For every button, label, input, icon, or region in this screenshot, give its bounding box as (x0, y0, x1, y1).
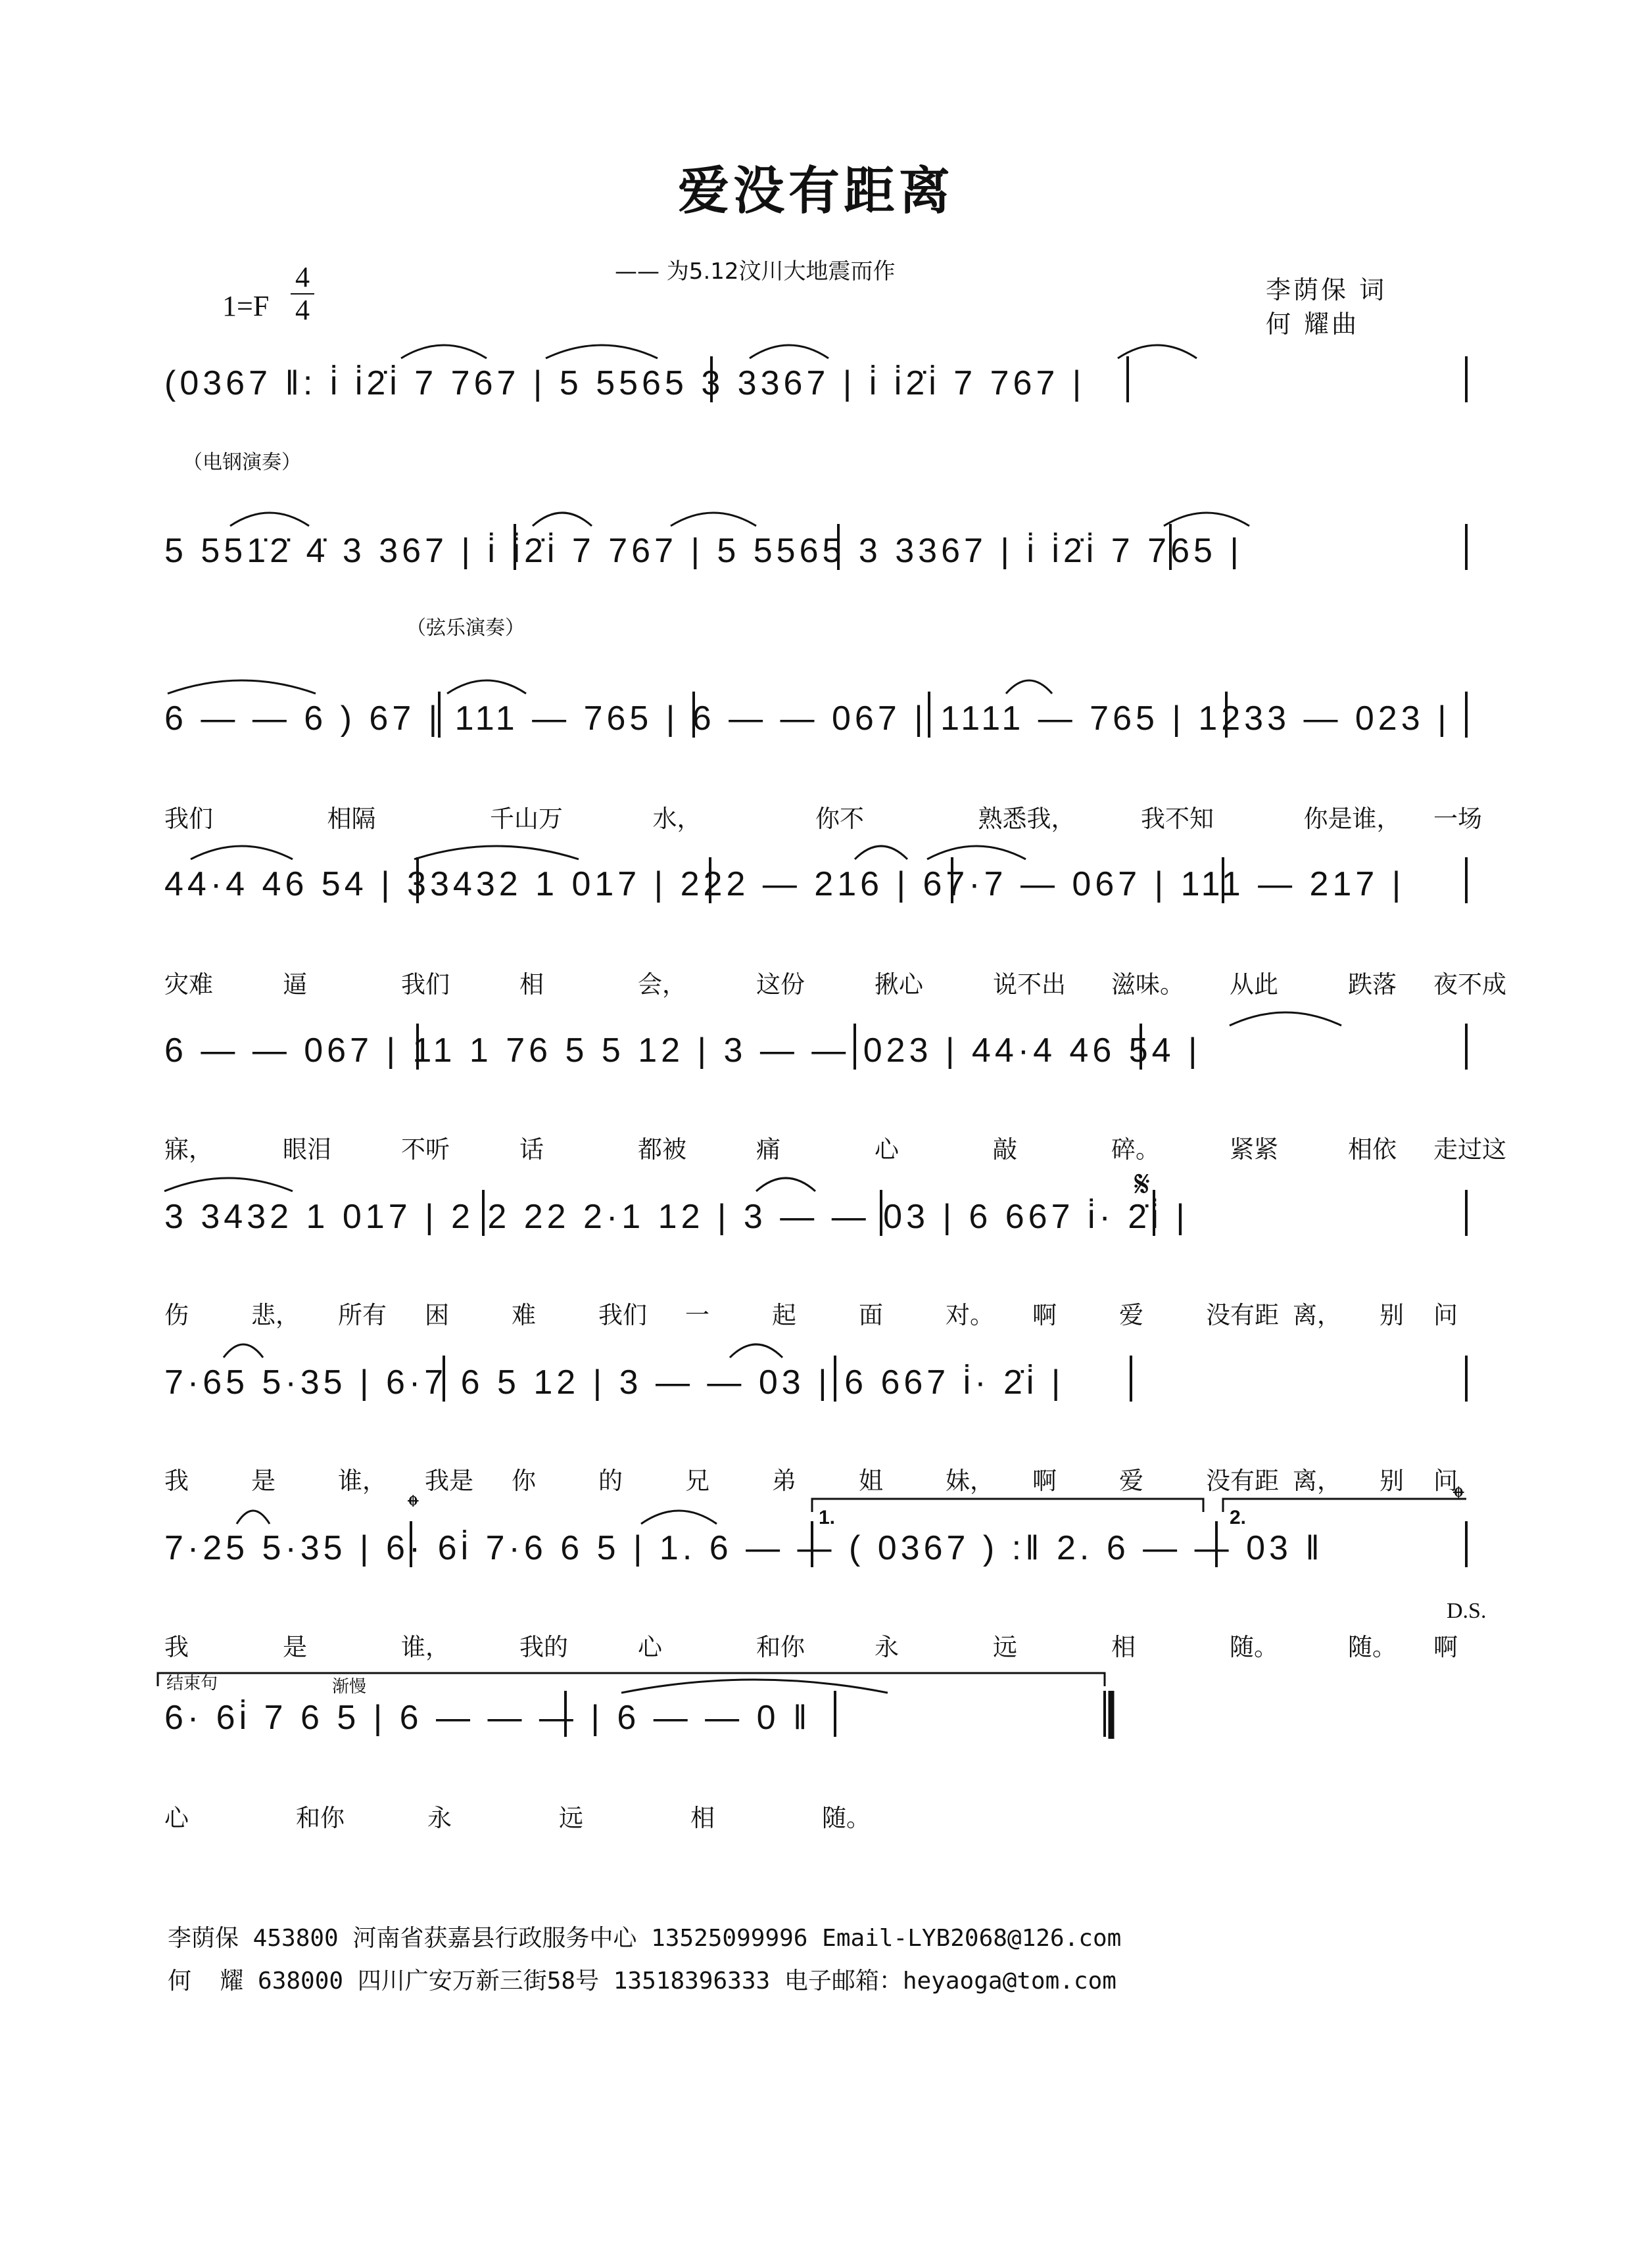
notation-line: 7·65 5·35 | 6·7 6 5 12 | 3 — — 03 | 6 667 i̇· 2̇i̇ | (164, 1363, 1065, 1402)
lyric-word: 我的 (519, 1633, 568, 1661)
coda-icon: 𝄌 (1453, 1481, 1464, 1516)
lyric-word: 别 (1380, 1467, 1404, 1495)
coda-ending-bracket (158, 1673, 1105, 1686)
lyric-word: 啊 (1032, 1467, 1057, 1495)
lyric-word: 你 (512, 1467, 536, 1495)
slur (730, 1344, 782, 1358)
slur (1118, 345, 1197, 358)
slur (237, 1511, 270, 1524)
second-ending-bracket (1223, 1499, 1466, 1512)
lyric-word: 妹， (946, 1467, 994, 1495)
time-signature-top: 4 (295, 261, 310, 293)
lyric-word: 对。 (946, 1301, 994, 1329)
lyric-word: 相依 (1348, 1135, 1397, 1164)
lyric-word: 都被 (638, 1135, 686, 1164)
slur (224, 1344, 263, 1358)
lyric-word: 跌落 (1348, 970, 1397, 999)
lyric-word: 离， (1293, 1467, 1341, 1495)
lyric-word: 我们 (401, 970, 450, 999)
lyric-word: 的 (598, 1467, 623, 1495)
lyric-word: 千山万 (490, 805, 563, 833)
lyric-word: 话 (519, 1135, 544, 1164)
lyric-word: 心 (638, 1633, 662, 1661)
lyric-word: 面 (859, 1301, 883, 1329)
lyricist-credit: 李荫保 词 (1266, 275, 1387, 304)
lyric-word: 相 (519, 970, 544, 999)
lyric-word: 眼泪 (283, 1135, 331, 1164)
slur (447, 680, 526, 694)
lyric-word: 爱 (1119, 1467, 1143, 1495)
lyric-word: 远 (993, 1633, 1017, 1661)
lyric-word: 痛 (756, 1135, 780, 1164)
slur (750, 345, 828, 358)
slur (401, 345, 487, 358)
lyric-word: 和你 (296, 1804, 345, 1832)
lyric-word: 是 (251, 1467, 276, 1495)
lyric-word: 随。 (1230, 1633, 1278, 1661)
first-ending-bracket (812, 1499, 1203, 1512)
lyric-word: 相 (1111, 1633, 1136, 1661)
lyric-word: 问 (1433, 1467, 1458, 1495)
strings-instrument-note: （弦乐演奏） (406, 617, 525, 640)
lyric-word: 和你 (756, 1633, 805, 1661)
lyric-word: 走过这 (1433, 1135, 1506, 1164)
lyric-word: 弟 (772, 1467, 796, 1495)
key-signature: 1=F (222, 290, 270, 322)
slur (756, 1178, 815, 1191)
slur (641, 1511, 717, 1524)
segno-icon: 𝄋 (1134, 1163, 1151, 1204)
lyric-word: 灾难 (164, 970, 213, 999)
ds-mark: D.S. (1447, 1599, 1487, 1623)
slur (546, 345, 658, 358)
notation-line: 7·25 5·35 | 6· 6i̇ 7·6 6 5 | 1. 6 — — ( 0367 ) :‖ 2. 6 — — 03 ‖ (164, 1529, 1324, 1567)
slur (230, 513, 309, 526)
lyric-word: 谁， (401, 1633, 450, 1661)
first-ending-number: 1. (819, 1507, 836, 1528)
lyric-word: 不听 (401, 1135, 450, 1164)
lyric-word: 你是谁， (1303, 805, 1401, 833)
lyric-word: 紧紧 (1230, 1135, 1278, 1164)
second-ending-number: 2. (1230, 1507, 1247, 1528)
slur (168, 680, 316, 694)
slur (191, 846, 293, 859)
notation-line: 6 — — 067 | 11 1 76 5 5 12 | 3 — — 023 | 44·4 46 54 | (164, 1031, 1201, 1070)
notation-line: 44·4 46 54 | 33432 1 017 | 222 — 216 | 67·7 — 067 | 111 — 217 | (164, 865, 1405, 903)
lyric-word: 我们 (164, 805, 213, 833)
lyric-word: 悲， (251, 1301, 300, 1329)
lyric-word: 敲 (993, 1135, 1017, 1164)
lyric-word: 这份 (756, 970, 805, 999)
lyric-word: 啊 (1032, 1301, 1057, 1329)
slur (1230, 1012, 1341, 1026)
slowing-label: 渐慢 (332, 1677, 367, 1697)
lyric-word: 一 (685, 1301, 709, 1329)
slur (671, 513, 756, 526)
lyric-word: 是 (283, 1633, 307, 1661)
slur (414, 846, 579, 859)
lyric-word: 啊 (1433, 1633, 1458, 1661)
slur (927, 846, 1026, 859)
lyric-word: 起 (772, 1301, 796, 1329)
slur (1006, 680, 1052, 694)
lyric-word: 离， (1293, 1301, 1341, 1329)
lyric-word: 我 (164, 1467, 189, 1495)
lyric-word: 心 (875, 1135, 899, 1164)
lyric-word: 难 (512, 1301, 536, 1329)
lyric-word: 滋味。 (1111, 970, 1184, 999)
lyric-word: 水， (652, 805, 702, 833)
composer-credit: 何 耀曲 (1266, 310, 1360, 339)
lyric-word: 远 (559, 1804, 583, 1832)
notation-line: 6 — — 6 ) 67 | 111 — 765 | 6 — — 067 | 1111 — 765 | 1233 — 023 | (164, 699, 1451, 738)
lyric-word: 没有距 (1206, 1301, 1279, 1329)
lyric-word: 所有 (338, 1301, 387, 1329)
lyric-word: 逼 (283, 970, 307, 999)
coda-icon: 𝄌 (408, 1490, 419, 1524)
lyric-word: 永 (427, 1804, 452, 1832)
lyric-word: 你不 (815, 805, 864, 833)
ending-label: 结束句 (166, 1674, 218, 1693)
lyric-word: 从此 (1230, 970, 1278, 999)
lyric-word: 相隔 (327, 805, 376, 833)
slur (164, 1178, 293, 1191)
lyric-word: 谁， (338, 1467, 387, 1495)
lyric-word: 说不出 (993, 970, 1066, 999)
lyric-word: 相 (690, 1804, 715, 1832)
lyric-word: 别 (1380, 1301, 1404, 1329)
notation-line: (0367 ‖: i̇ i̇2̇i̇ 7 767 | 5 5565 3 3367 | i̇ i̇2̇i̇ 7 767 | (164, 364, 1086, 402)
song-title: 爱没有距离 (677, 162, 954, 221)
lyric-word: 随。 (1348, 1633, 1397, 1661)
notation-line: 3 3432 1 017 | 2 2 22 2·1 12 | 3 — — 03 | 6 667 i̇· 2̇i̇ | (164, 1198, 1189, 1236)
lyric-word: 永 (875, 1633, 899, 1661)
lyric-word: 夜不成 (1433, 970, 1506, 999)
intro-instrument-note: （电钢演奏） (183, 451, 301, 474)
lyric-word: 伤 (164, 1301, 189, 1329)
lyric-word: 我不知 (1141, 805, 1214, 833)
lyric-word: 姐 (859, 1467, 883, 1495)
lyric-word: 随。 (822, 1804, 871, 1832)
lyric-word: 熟悉我， (978, 805, 1076, 833)
contact-line-1: 李荫保 453800 河南省获嘉县行政服务中心 13525099996 Email-LYB2068@126.com (168, 1925, 1122, 1952)
lyric-word: 问 (1433, 1301, 1458, 1329)
song-subtitle: —— 为5.12汶川大地震而作 (615, 258, 896, 285)
lyric-word: 揪心 (875, 970, 923, 999)
lyric-word: 碎。 (1111, 1135, 1160, 1164)
lyric-word: 寐， (164, 1135, 213, 1164)
lyric-word: 没有距 (1206, 1467, 1279, 1495)
slur (621, 1680, 888, 1693)
lyric-word: 我是 (425, 1467, 473, 1495)
slur (855, 846, 907, 859)
notation-line: 5 551̇2̇ 4̇ 3 367 | i̇ i̇2̇i̇ 7 767 | 5 5565 3 3367 | i̇ i̇2̇i̇ 7 765 | (164, 532, 1243, 570)
lyric-word: 兄 (685, 1467, 709, 1495)
lyric-word: 爱 (1119, 1301, 1143, 1329)
lyric-word: 困 (425, 1301, 449, 1329)
lyric-word: 一场 (1433, 805, 1482, 833)
lyric-word: 我们 (598, 1301, 647, 1329)
time-signature-bottom: 4 (295, 294, 310, 326)
notation-line: 6· 6i̇ 7 6 5 | 6 — — — | 6 — — 0 ‖ (164, 1699, 811, 1737)
lyric-word: 心 (164, 1804, 189, 1832)
slur (533, 513, 592, 526)
lyric-word: 我 (164, 1633, 189, 1661)
lyric-word: 会， (638, 970, 686, 999)
slur (1164, 513, 1249, 526)
contact-line-2: 何 耀 638000 四川广安万新三街58号 13518396333 电子邮箱：heyaoga@tom.com (168, 1968, 1116, 1995)
